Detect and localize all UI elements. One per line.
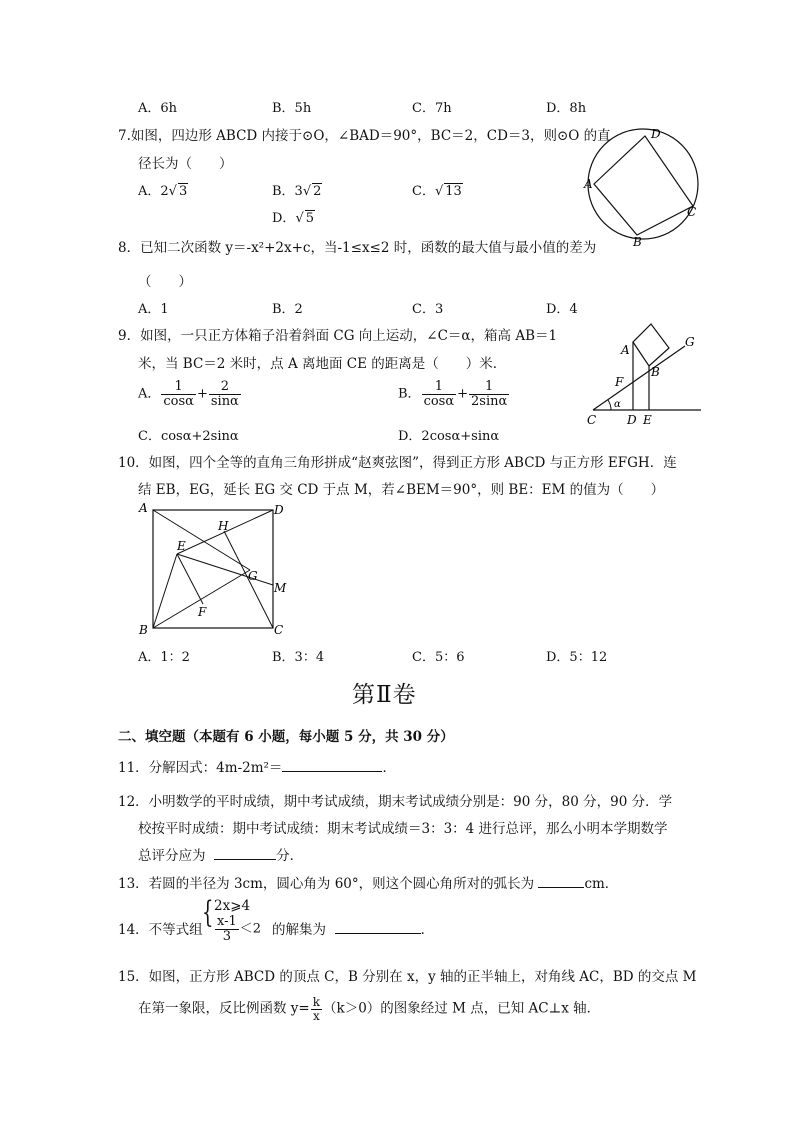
q10-option-c: C．5：6	[412, 650, 465, 665]
q9-option-d: D．2cosα+sinα	[398, 429, 500, 444]
q10-label-d: D	[274, 503, 284, 517]
q10-text-line2: 结 EB，EG，延长 EG 交 CD 于点 M，若∠BEM＝90°，则 BE：EM 的值为（ ）	[138, 482, 665, 498]
q9-slope-figure	[585, 318, 705, 430]
q7-label-a: A	[584, 177, 593, 191]
q14-answer-blank[interactable]	[335, 921, 421, 934]
q10-label-h: H	[218, 519, 229, 533]
q13-answer-blank[interactable]	[538, 875, 584, 888]
q7-label-c: C	[687, 205, 697, 219]
q9-label-a: A	[621, 343, 630, 357]
q6-option-c: C．7h	[412, 101, 452, 116]
q6-option-d: D．8h	[546, 101, 587, 116]
q14-prefix: 14．不等式组	[118, 922, 203, 938]
q9-label-g: G	[685, 335, 695, 349]
quadrilateral-abcd	[594, 136, 693, 235]
slope-line-cg	[593, 346, 685, 410]
q10-option-d: D．5：12	[546, 650, 608, 665]
q7-label-b: B	[633, 235, 642, 249]
q7-option-b: B．3√ 2	[272, 184, 322, 199]
q10-text-line1: 10．如图，四个全等的直角三角形拼成“赵爽弦图”，得到正方形 ABCD 与正方形 EFGH．连	[118, 455, 677, 471]
q9-option-b: B． $\frac{1}{\cos\alpha}$ + $\frac{1}{2\sin\alpha}$	[398, 379, 508, 409]
q10-option-a: A．1：2	[138, 650, 190, 665]
q10-option-b: B．3：4	[272, 650, 325, 665]
line-bg	[153, 570, 250, 628]
q9-option-a: A． $\frac{1}{\cos\alpha}$ + $\frac{2}{\sin\alpha}$	[138, 379, 239, 409]
q10-label-f: F	[198, 605, 207, 619]
q10-label-c: C	[274, 623, 284, 637]
q10-label-m: M	[274, 581, 287, 595]
section-heading: 二、填空题（本题有 6 小题，每小题 5 分，共 30 分）	[118, 729, 454, 745]
q6-option-a: A．6h	[138, 101, 178, 116]
q10-zhaoshuang-figure	[132, 498, 292, 638]
q10-label-g: G	[248, 569, 258, 583]
q8-text-line1: 8．已知二次函数 y＝-x²+2x+c，当-1≤x≤2 时，函数的最大值与最小值的差为	[118, 240, 597, 256]
line-ag	[153, 510, 250, 570]
angle-arc	[608, 400, 611, 410]
q12-text-line1: 12．小明数学的平时成绩，期中考试成绩，期末考试成绩分别是：90 分，80 分，90 分．学	[118, 794, 673, 810]
q6-option-b: B．5h	[272, 101, 312, 116]
q8-text-line2: （ ）	[138, 274, 192, 290]
q14-suffix: 的解集为 ．	[272, 922, 435, 938]
q8-option-b: B．2	[272, 302, 303, 317]
box-square	[633, 324, 669, 366]
q9-label-d: D	[627, 413, 637, 427]
q8-option-a: A．1	[138, 302, 169, 317]
q12-text-line2: 校按平时成绩：期中考试成绩：期末考试成绩＝3：3：4 进行总评，那么小明本学期数学	[138, 821, 668, 837]
q9-label-alpha: α	[614, 399, 621, 410]
q14-inequality-2: $\frac{x-1}{3}$ ＜2	[217, 914, 262, 944]
q14-brace: {	[202, 895, 214, 930]
q7-text-line1: 7.如图，四边形 ABCD 内接于⊙O，∠BAD＝90°，BC＝2，CD＝3，则⊙O 的直	[118, 128, 611, 144]
q9-text-line1: 9．如图，一只正方体箱子沿着斜面 CG 向上运动，∠C＝α，箱高 AB＝1	[118, 328, 558, 344]
q9-text-line2: 米，当 BC＝2 米时，点 A 离地面 CE 的距离是（ ）米．	[138, 356, 507, 372]
section-title: 第Ⅱ卷	[352, 682, 417, 708]
q9-label-b: B	[651, 365, 660, 379]
q7-option-a: A．2√ 3	[138, 184, 188, 199]
q11-answer-blank[interactable]	[282, 759, 382, 772]
q12-text-line3: 总评分应为 分．	[138, 848, 304, 864]
q15-text-line2: 在第一象限，反比例函数 y= $\frac{k}{x}$ （k＞0）的图象经过 M 点，已知 AC⊥x 轴．	[138, 995, 601, 1023]
q8-option-c: C．3	[412, 302, 444, 317]
q7-circle-figure	[585, 122, 705, 252]
q9-label-e: E	[643, 413, 652, 427]
q15-text-line1: 15．如图，正方形 ABCD 的顶点 C，B 分别在 x，y 轴的正半轴上，对角线 AC，BD 的交点 M	[118, 969, 697, 985]
circle-o	[588, 129, 698, 239]
q7-label-d: D	[651, 127, 661, 141]
q10-label-a: A	[139, 501, 148, 515]
q7-option-c: C．√ 13	[412, 184, 462, 199]
q9-label-f: F	[615, 375, 624, 389]
q9-option-c: C．cosα+2sinα	[138, 429, 239, 444]
q7-option-d: D．√ 5	[272, 211, 315, 226]
q14-inequality-1: 2x⩾4	[214, 898, 251, 914]
line-be	[153, 554, 177, 628]
q7-text-line2: 径长为（ ）	[138, 156, 233, 172]
q11-text: 11．分解因式：4m-2m²＝ ．	[118, 760, 396, 776]
q12-answer-blank[interactable]	[214, 847, 276, 860]
q10-label-e: E	[177, 539, 186, 553]
line-em	[177, 554, 273, 585]
q8-option-d: D．4	[546, 302, 578, 317]
q9-label-c: C	[587, 413, 597, 427]
q13-text: 13．若圆的半径为 3cm，圆心角为 60°，则这个圆心角所对的弧长为 cm．	[118, 876, 619, 892]
q10-label-b: B	[139, 623, 148, 637]
